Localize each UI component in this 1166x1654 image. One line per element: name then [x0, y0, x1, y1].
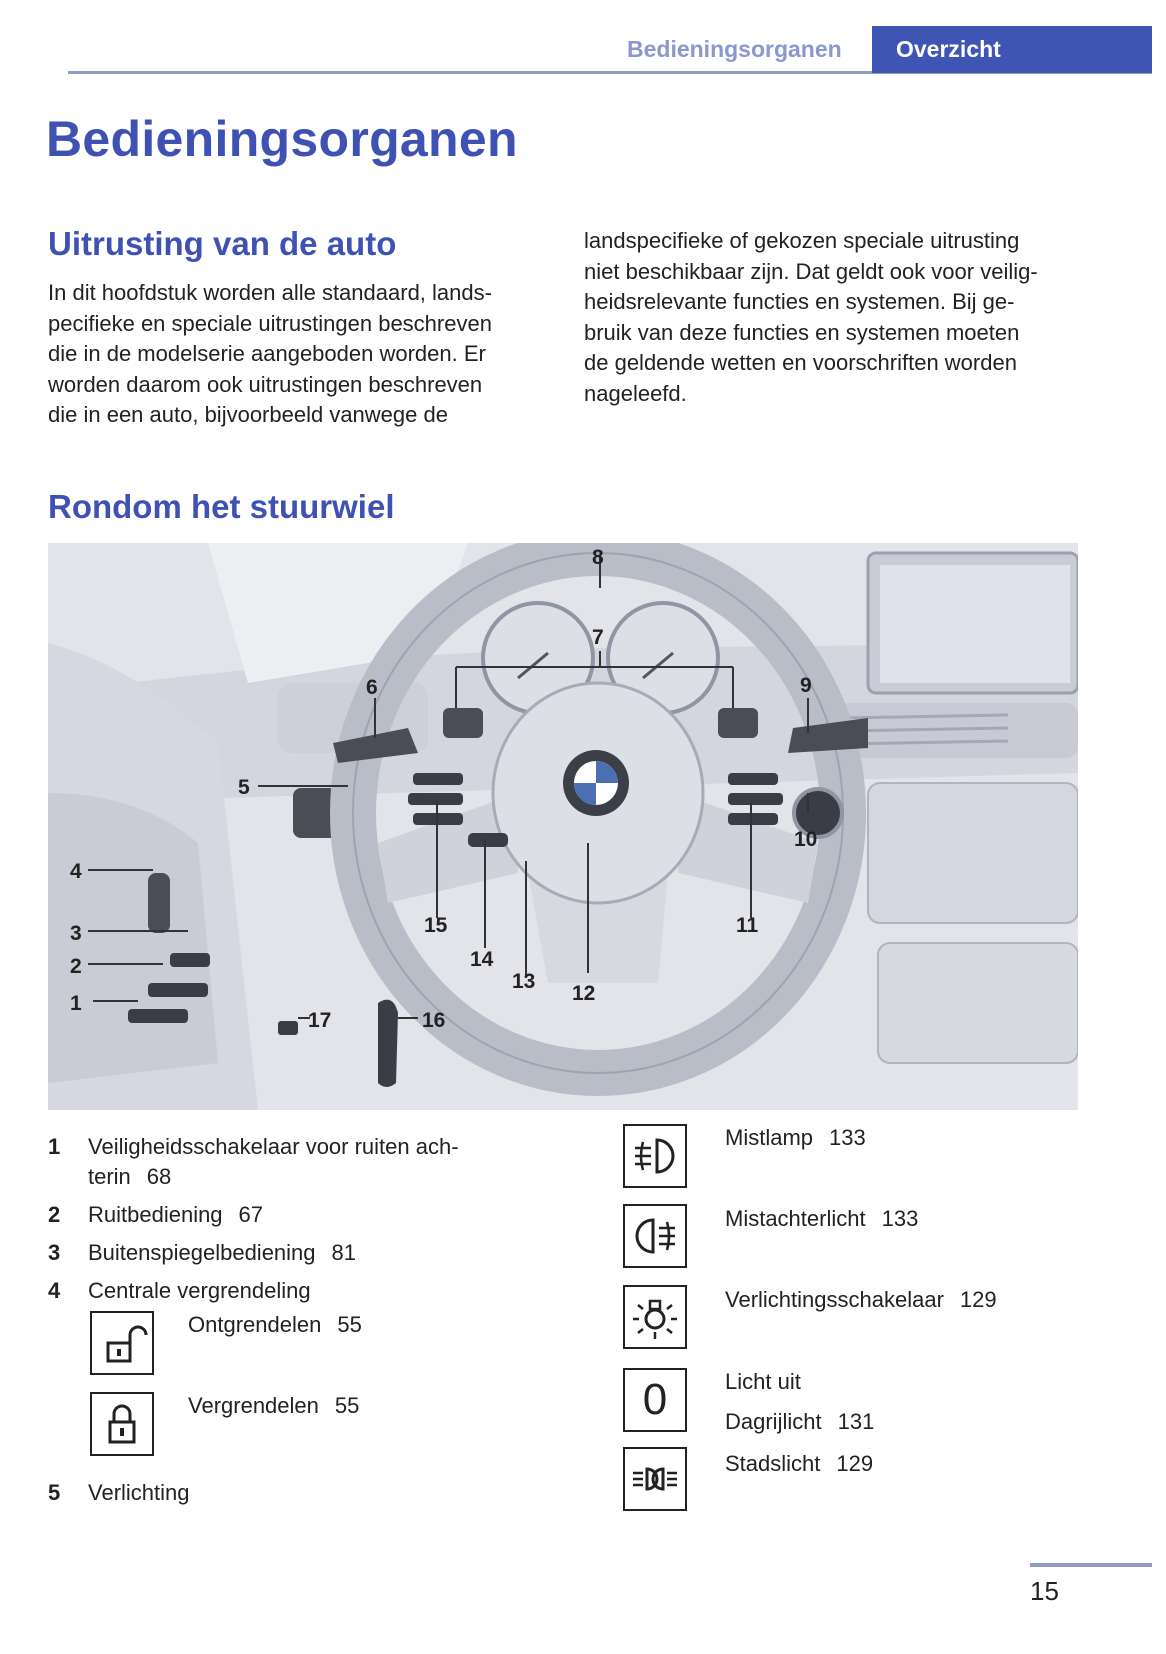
- callout-9: 9: [800, 674, 812, 697]
- callout-1: 1: [70, 992, 82, 1015]
- legend-text: Verlichting: [88, 1480, 190, 1505]
- para-line: bruik van deze functies en systemen moeten: [584, 319, 1020, 345]
- legend-page[interactable]: 81: [331, 1240, 357, 1265]
- callout-7: 7: [592, 626, 604, 649]
- section-heading-uitrusting: Uitrusting van de auto: [48, 225, 397, 262]
- header-tab-overzicht[interactable]: Overzicht: [872, 26, 1152, 73]
- legend-text: Mistachterlicht: [725, 1206, 866, 1231]
- legend-text: Stadslicht: [725, 1451, 821, 1476]
- page-title: Bedieningsorganen: [46, 111, 518, 167]
- legend-licht-uit: Licht uit: [725, 1369, 801, 1394]
- section-heading-rondom: Rondom het stuurwiel: [48, 488, 395, 525]
- legend-lock: [188, 1393, 359, 1419]
- callout-10: 10: [794, 828, 818, 851]
- legend-page[interactable]: 133: [881, 1206, 919, 1231]
- fog-light-rear-icon: [623, 1204, 687, 1268]
- lock-icon: [90, 1392, 154, 1456]
- light-off-icon: [623, 1368, 687, 1432]
- callout-15: 15: [424, 914, 448, 937]
- legend-text: Veiligheidsschakelaar voor ruiten ach-: [88, 1134, 459, 1159]
- legend-text: Mistlamp: [725, 1125, 814, 1150]
- legend-text: Dagrijlicht: [725, 1409, 822, 1434]
- legend-mistachterlicht: [725, 1206, 918, 1232]
- light-switch-icon: [623, 1285, 687, 1349]
- light-off-glyph: 0: [642, 1375, 668, 1424]
- legend-page[interactable]: 131: [837, 1409, 875, 1434]
- legend-number: 5: [48, 1480, 61, 1505]
- para-line: nageleefd.: [584, 380, 687, 406]
- callout-16: 16: [422, 1009, 446, 1032]
- parking-light-icon: [623, 1447, 687, 1511]
- para-line: pecifieke en speciale uitrustingen beschreven: [48, 310, 492, 336]
- callout-3: 3: [70, 922, 82, 945]
- legend-page[interactable]: 129: [959, 1287, 997, 1312]
- legend-text: terin: [88, 1164, 131, 1189]
- legend-dagrijlicht: [725, 1409, 874, 1435]
- para-line: die in de modelserie aangeboden worden. Er: [48, 341, 486, 366]
- footer-rule: [1030, 1563, 1152, 1567]
- intro-paragraph-left: [48, 278, 548, 431]
- legend-page[interactable]: 68: [146, 1164, 172, 1189]
- legend-mistlamp: [725, 1125, 866, 1151]
- callout-13: 13: [512, 970, 536, 993]
- page-number: 15: [1030, 1576, 1059, 1606]
- callout-17: 17: [308, 1009, 332, 1032]
- para-line: worden daarom ook uitrustingen beschreven: [48, 371, 483, 397]
- para-line: de geldende wetten en voorschriften worden: [584, 350, 1017, 375]
- legend-number: 2: [48, 1202, 61, 1227]
- intro-paragraph-right: [584, 226, 1084, 409]
- legend-page[interactable]: 133: [829, 1125, 866, 1150]
- steering-wheel-illustration: [48, 543, 1078, 1110]
- legend-page[interactable]: 129: [836, 1451, 874, 1476]
- para-line: niet beschikbaar zijn. Dat geldt ook voor veilig-: [584, 258, 1038, 284]
- header-section-title: Bedieningsorganen: [627, 36, 842, 62]
- legend-text: Ontgrendelen: [188, 1312, 322, 1337]
- legend-unlock: [188, 1312, 362, 1338]
- legend-number: 3: [48, 1240, 61, 1265]
- legend-stadslicht: [725, 1451, 873, 1477]
- legend-number: 4: [48, 1278, 61, 1303]
- callout-6: 6: [366, 676, 378, 699]
- legend-text: Buitenspiegelbediening: [88, 1240, 316, 1265]
- fog-light-front-icon: [623, 1124, 687, 1188]
- callout-14: 14: [470, 948, 494, 971]
- para-line: die in een auto, bijvoorbeeld vanwege de: [48, 402, 448, 427]
- legend-verlichtingsschakelaar: [725, 1287, 997, 1313]
- callout-11: 11: [736, 914, 759, 937]
- para-line: In dit hoofdstuk worden alle standaard, lands-: [48, 280, 492, 305]
- callout-2: 2: [70, 955, 82, 978]
- para-line: landspecifieke of gekozen speciale uitrusting: [584, 228, 1020, 253]
- unlock-icon: [90, 1311, 154, 1375]
- legend-page[interactable]: 67: [238, 1202, 264, 1227]
- callout-4: 4: [70, 860, 82, 883]
- legend-text: Ruitbediening: [88, 1202, 223, 1227]
- para-line: heidsrelevante functies en systemen. Bij ge-: [584, 289, 1015, 314]
- legend-number: 1: [48, 1134, 61, 1159]
- legend-text: Centrale vergrendeling: [88, 1278, 311, 1303]
- callout-5: 5: [238, 776, 250, 799]
- legend-text: Vergrendelen: [188, 1393, 319, 1418]
- legend-text: Verlichtingsschakelaar: [725, 1287, 944, 1312]
- legend-page[interactable]: 55: [337, 1312, 362, 1337]
- callout-8: 8: [592, 546, 604, 569]
- callout-12: 12: [572, 982, 596, 1005]
- legend-page[interactable]: 55: [334, 1393, 360, 1418]
